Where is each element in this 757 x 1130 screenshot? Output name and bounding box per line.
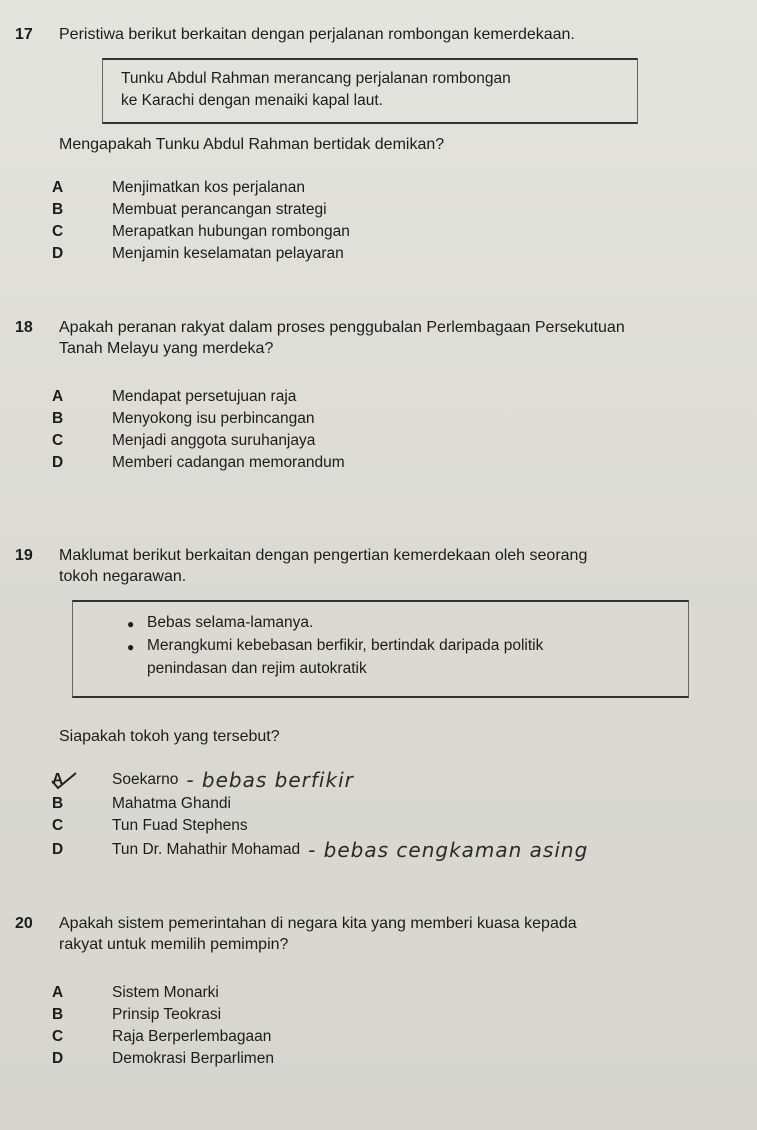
options-19 [52, 767, 588, 863]
option-d[interactable]: D Menjamin keselamatan pelayaran [52, 245, 344, 262]
info-line: ke Karachi dengan menaiki kapal laut. [121, 92, 383, 109]
question-prompt: Siapakah tokoh yang tersebut? [59, 728, 280, 745]
question-stem: Apakah peranan rakyat dalam proses penggubalan Perlembagaan Persekutuan [59, 319, 625, 336]
bullet-item: ● Bebas selama-lamanya. [127, 612, 688, 635]
bullet-item: ● Merangkumi kebebasan berfikir, bertindak daripada politik [127, 635, 688, 658]
option-a[interactable]: A Soekarno - bebas berfikir [52, 768, 354, 792]
option-c[interactable]: C Raja Berperlembagaan [52, 1028, 272, 1045]
question-stem-cont: tokoh negarawan. [59, 568, 187, 585]
info-line: Tunku Abdul Rahman merancang perjalanan rombongan [121, 70, 511, 87]
option-b[interactable]: B Prinsip Teokrasi [52, 1006, 222, 1023]
question-stem: Peristiwa berikut berkaitan dengan perjalanan rombongan kemerdekaan. [59, 26, 575, 43]
option-c[interactable]: C Merapatkan hubungan rombongan [52, 223, 350, 240]
option-d[interactable]: D Tun Dr. Mahathir Mohamad - bebas cengkaman asing [52, 838, 589, 862]
handwritten-note: - bebas berfikir [186, 768, 354, 792]
question-19-prompt [15, 726, 740, 747]
option-d[interactable]: D Memberi cadangan memorandum [52, 454, 345, 471]
question-number: 20 [15, 915, 33, 932]
bullet-icon: ● [127, 617, 135, 631]
option-a[interactable]: A Mendapat persetujuan raja [52, 388, 297, 405]
handwritten-note: - bebas cengkaman asing [308, 838, 589, 862]
option-a[interactable]: A Menjimatkan kos perjalanan [52, 179, 305, 196]
question-stem-cont: rakyat untuk memilih pemimpin? [59, 936, 289, 953]
options-17 [52, 177, 350, 265]
question-number: 19 [15, 547, 33, 564]
question-17-prompt [15, 134, 740, 155]
question-stem: Maklumat berikut berkaitan dengan pengertian kemerdekaan oleh seorang [59, 547, 588, 564]
option-c[interactable]: C Menjadi anggota suruhanjaya [52, 432, 316, 449]
option-b[interactable]: B Membuat perancangan strategi [52, 201, 327, 218]
option-b[interactable]: B Mahatma Ghandi [52, 795, 231, 812]
question-stem: Apakah sistem pemerintahan di negara kita yang memberi kuasa kepada [59, 915, 577, 932]
question-20 [15, 913, 740, 955]
question-18 [15, 317, 740, 359]
question-19 [15, 545, 740, 587]
option-c[interactable]: C Tun Fuad Stephens [52, 817, 248, 834]
tick-mark-icon [50, 771, 80, 791]
option-d[interactable]: D Demokrasi Berparlimen [52, 1050, 274, 1067]
option-a[interactable]: A Sistem Monarki [52, 984, 219, 1001]
option-b[interactable]: B Menyokong isu perbincangan [52, 410, 315, 427]
question-number: 17 [15, 26, 33, 43]
question-number: 18 [15, 319, 33, 336]
bullet-icon: ● [127, 640, 135, 654]
question-stem-cont: Tanah Melayu yang merdeka? [59, 340, 274, 357]
options-18 [52, 386, 345, 474]
info-box-19 [72, 600, 689, 698]
bullet-item-cont: penindasan dan rejim autokratik [147, 660, 367, 677]
question-prompt: Mengapakah Tunku Abdul Rahman bertidak demikan? [59, 136, 445, 153]
question-17 [15, 24, 740, 45]
info-box-17 [102, 58, 638, 124]
options-20 [52, 982, 274, 1070]
